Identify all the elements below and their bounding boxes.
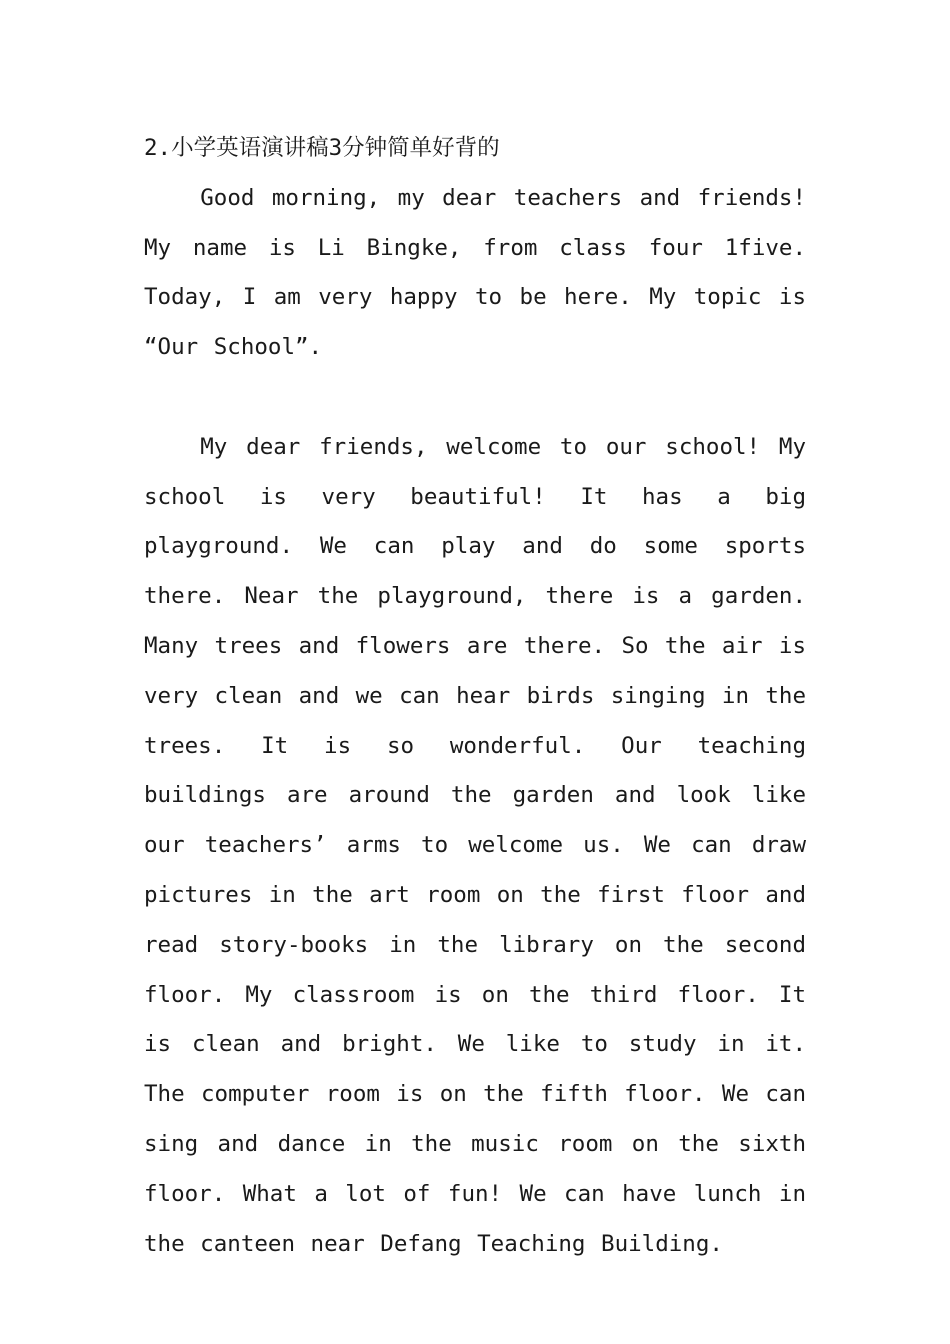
document-body — [144, 124, 806, 1269]
section-heading: 2.小学英语演讲稿3分钟简单好背的 — [144, 135, 500, 161]
intro-paragraph: Good morning, my dear teachers and friends! My name is Li Bingke, from class four 1five. Today, I am very happy to be here. My topic is “Our School”. — [144, 184, 806, 361]
school-description-paragraph: My dear friends, welcome to our school! My school is very beautiful! It has a big playground. We can play and do some sports there. Near the playground, there is a garden. Many trees and flowers are there. So the air is very clean and we can hear birds singing in the trees. It is so wonderful. Our teaching buildings are around the garden and look like our teachers’ arms to welcome us. We can draw pictures in the art room on the first floor and read story-books in the library on the second floor. My classroom is on the third floor. It is clean and bright. We like to study in it. The computer room is on the fifth floor. We can sing and dance in the music room on the sixth floor. What a lot of fun! We can have lunch in the canteen near Defang Teaching Building. — [144, 433, 806, 1257]
paragraph-spacer — [144, 373, 806, 423]
